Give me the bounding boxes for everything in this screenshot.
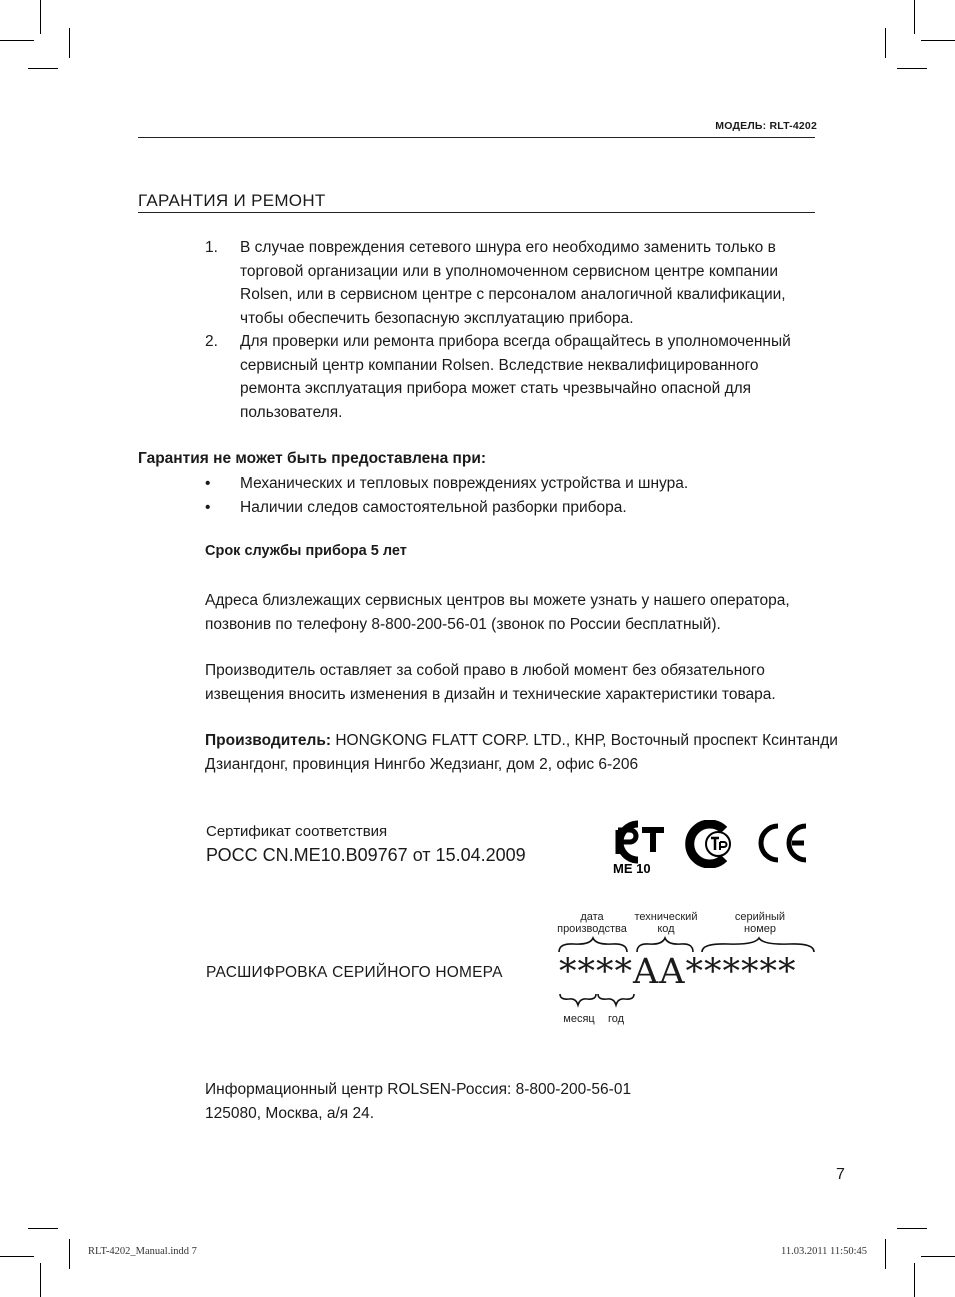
paragraph-line: Дзиангдонг, провинция Нингбо Жедзианг, дом 2, офис 6-206 (205, 755, 639, 773)
header-rule (138, 137, 815, 138)
bullet: • (205, 498, 211, 516)
repair-list (205, 236, 805, 424)
certificate-number: РОСС CN.ME10.B09767 от 15.04.2009 (206, 845, 526, 865)
serial-decoding-title: РАСШИФРОВКА СЕРИЙНОГО НОМЕРА (206, 964, 503, 981)
list-line: В случае повреждения сетевого шнура его необходимо заменить только в (240, 239, 776, 256)
list-item (205, 496, 805, 520)
section-rule (138, 212, 815, 213)
list-item (205, 330, 805, 424)
list-line: Наличии следов самостоятельной разборки прибора. (240, 498, 627, 516)
paragraph-line: Производитель оставляет за собой право в любой момент без обязательного (205, 662, 765, 679)
date-label: дата производства (557, 911, 627, 935)
paragraph-line: извещения вносить изменения в дизайн и технические характеристики товара. (205, 685, 776, 703)
manufacturer-address: HONGKONG FLATT CORP. LTD., КНР, Восточный проспект Ксинтанди (331, 732, 838, 749)
list-item (205, 472, 805, 496)
bullet: • (205, 475, 211, 492)
pct-mark-icon (608, 818, 666, 876)
tech-code-label: технический код (634, 911, 698, 935)
bottom-braces-icon (558, 992, 636, 1008)
list-line: Rolsen, или в сервисном центре с персоналом аналогичной квалификации, (240, 286, 786, 303)
tr-mark-icon (684, 820, 734, 868)
warranty-heading: Гарантия не может быть предоставлена при: (138, 450, 487, 467)
list-number: 2. (205, 333, 218, 350)
list-number: 1. (205, 239, 218, 256)
year-label: год (607, 1013, 625, 1025)
paragraph-line: позвонив по телефону 8-800-200-56-01 (звонок по России бесплатный). (205, 615, 721, 633)
slug-timestamp: 11.03.2011 11:50:45 (780, 1246, 867, 1257)
pct-code: ME 10 (613, 861, 651, 876)
service-life: Срок службы прибора 5 лет (205, 543, 407, 559)
slug-filename: RLT-4202_Manual.indd 7 (88, 1246, 197, 1257)
addresses-paragraph (205, 589, 820, 636)
manufacturer-paragraph (205, 729, 838, 776)
paragraph-line: Адреса близлежащих сервисных центров вы можете узнать у нашего оператора, (205, 592, 790, 609)
serial-pattern: ****AA****** (559, 952, 797, 992)
rights-paragraph (205, 659, 820, 706)
ce-mark-icon (754, 822, 810, 864)
list-line: чтобы обеспечить безопасную эксплуатацию прибора. (240, 309, 634, 327)
list-line: сервисный центр компании Rolsen. Вследствие неквалифицированного (240, 356, 759, 374)
certificate-label: Сертификат соответствия (206, 823, 388, 840)
list-line: Механических и тепловых повреждениях устройства и шнура. (240, 475, 689, 492)
serial-number-label: серийный номер (734, 911, 786, 935)
list-line: пользователя. (240, 403, 343, 421)
list-line: торговой организации или в уполномоченном сервисном центре компании (240, 262, 778, 280)
model-header: МОДЕЛЬ: RLT-4202 (715, 120, 817, 132)
info-line: Информационный центр ROLSEN-Россия: 8-800-200-56-01 (205, 1081, 632, 1098)
page-number: 7 (836, 1166, 845, 1183)
list-line: ремонта эксплуатация прибора может стать чрезвычайно опасной для (240, 380, 752, 397)
section-title: ГАРАНТИЯ И РЕМОНТ (138, 191, 326, 210)
list-line: Для проверки или ремонта прибора всегда обращайтесь в уполномоченный (240, 333, 791, 350)
info-line: 125080, Москва, а/я 24. (205, 1104, 375, 1122)
manufacturer-label: Производитель: (205, 732, 332, 749)
list-item (205, 236, 805, 330)
info-center (205, 1078, 631, 1125)
month-label: месяц (563, 1013, 595, 1025)
warranty-list (205, 472, 805, 519)
